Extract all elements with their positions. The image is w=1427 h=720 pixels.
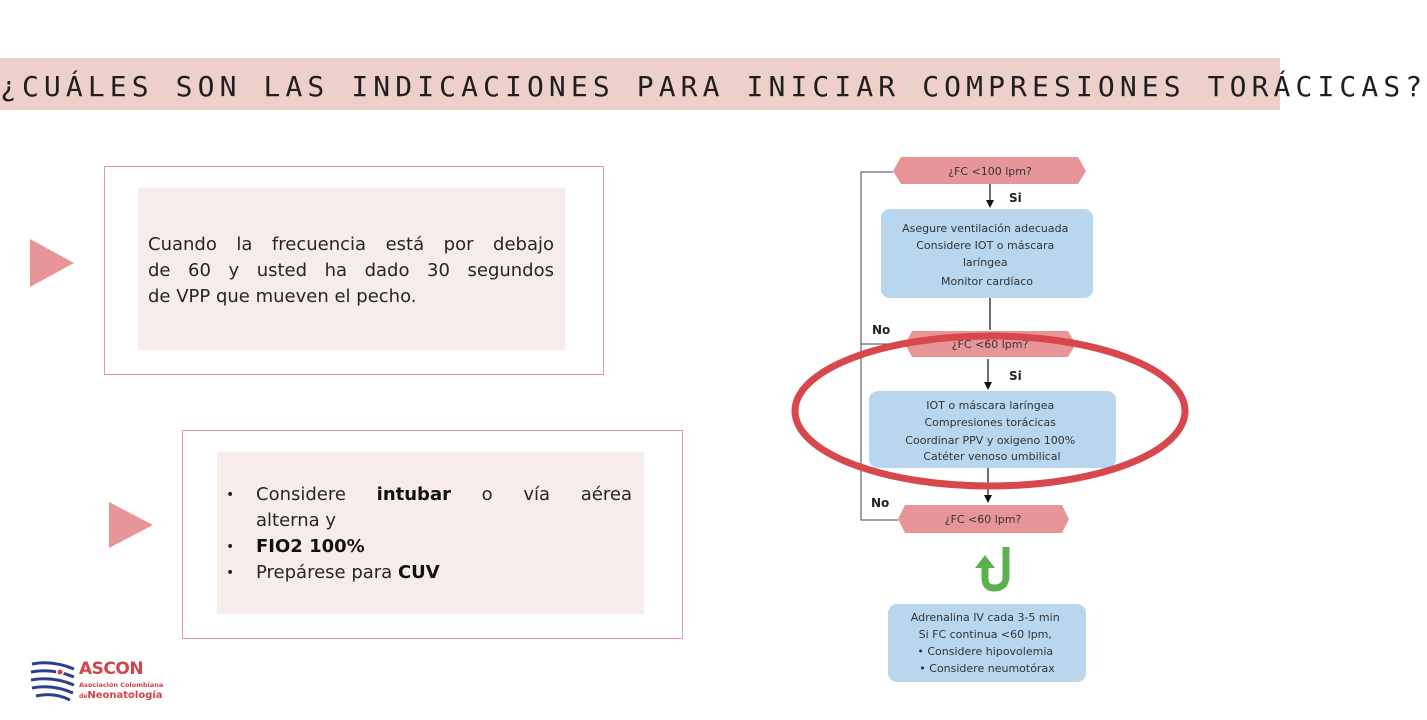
action-line: • Considere neumotórax xyxy=(919,662,1055,675)
yes-label: Si xyxy=(1009,191,1022,205)
action-line: Considere IOT o máscara xyxy=(916,239,1055,252)
decision-label: ¿FC <100 lpm? xyxy=(948,165,1032,178)
action-line: IOT o máscara laríngea xyxy=(926,399,1055,412)
no-label: No xyxy=(872,323,891,337)
action-line: laríngea xyxy=(962,256,1008,269)
logo-subtitle-prefix: de xyxy=(79,693,88,700)
action-line: Si FC continua <60 lpm, xyxy=(918,628,1052,641)
list-item-text: Prepárese para xyxy=(256,562,393,583)
yes-label: Si xyxy=(1009,369,1022,383)
decision-label: ¿FC <60 lpm? xyxy=(944,513,1022,526)
action-line: Adrenalina IV cada 3-5 min xyxy=(910,611,1060,624)
list-item-bold: FIO2 100% xyxy=(256,536,365,557)
logo-subtitle-2 xyxy=(79,690,163,703)
list-item-bold: intubar xyxy=(376,484,451,505)
indication-line: de 60 y usted ha dado 30 segundos xyxy=(148,260,554,281)
u-turn-arrow-icon xyxy=(975,547,1006,588)
list-item-text: alterna y xyxy=(256,510,337,531)
action-line: Asegure ventilación adecuada xyxy=(902,222,1069,235)
list-item-text: o vía aérea xyxy=(481,484,632,505)
action-line: Coordinar PPV y oxigeno 100% xyxy=(905,434,1076,447)
action-line: Monitor cardíaco xyxy=(941,275,1033,288)
page-title: ¿CUÁLES SON LAS INDICACIONES PARA INICIAR COMPRESIONES TORÁCICAS? xyxy=(0,70,1427,103)
action-line: Compresiones torácicas xyxy=(924,416,1057,429)
no-label: No xyxy=(871,496,890,510)
logo-subtitle: Asociación Colombiana xyxy=(79,681,164,689)
list-item-bold: CUV xyxy=(397,562,440,583)
logo-name: ASCON xyxy=(79,659,144,679)
action-line: • Considere hipovolemia xyxy=(917,645,1054,658)
indication-line: Cuando la frecuencia está por debajo xyxy=(148,234,554,255)
list-item-text: Considere xyxy=(256,484,346,505)
ascon-logo-icon xyxy=(31,663,74,700)
indication-line: de VPP que mueven el pecho. xyxy=(148,286,417,307)
logo-subtitle-word: Neonatología xyxy=(87,690,163,701)
decision-label: ¿FC <60 lpm? xyxy=(951,338,1029,351)
action-line: Catéter venoso umbilical xyxy=(923,450,1061,463)
